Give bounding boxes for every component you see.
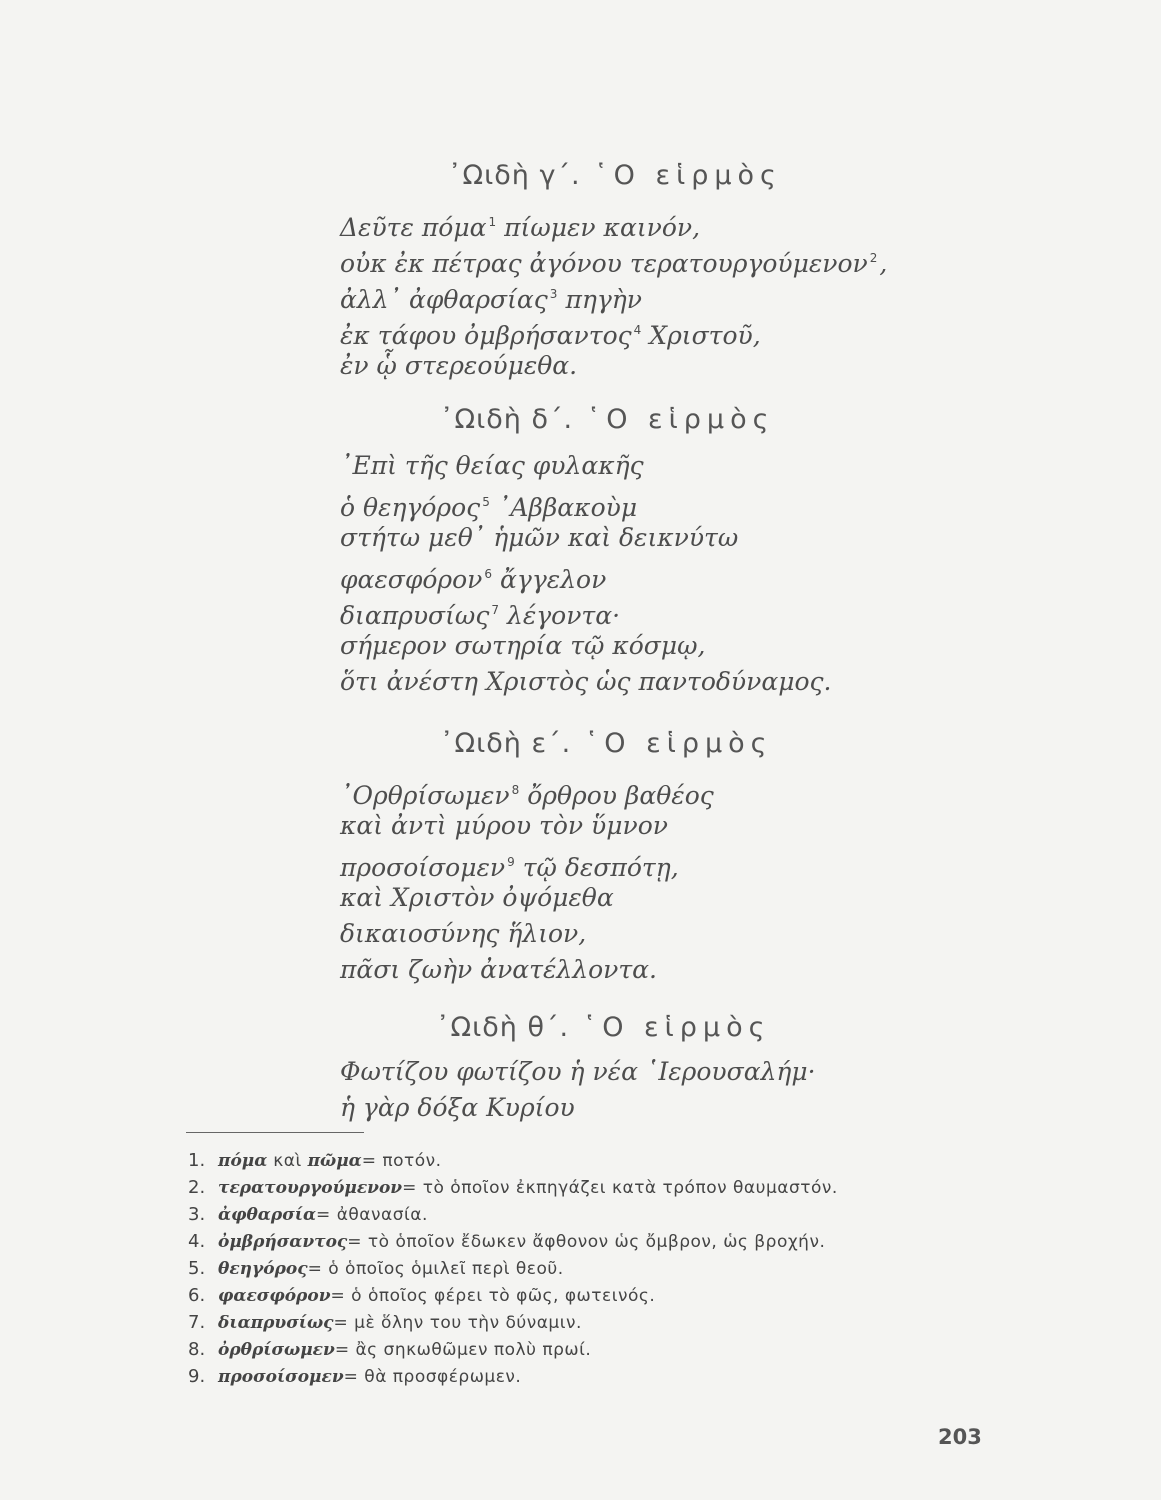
- page-number: 203: [938, 1425, 982, 1449]
- verse-line: ἡ γὰρ δόξα Κυρίου: [340, 1093, 575, 1122]
- footnote-item: 4. ὀμβρήσαντος= τὸ ὁποῖον ἔδωκεν ἄφθονον ὡς ὄμβρον, ὡς βροχήν.: [188, 1231, 826, 1252]
- footnote-ref: 6: [484, 567, 493, 581]
- verse-line: καὶ ἀντὶ μύρου τὸν ὕμνον: [340, 811, 668, 840]
- ode-title: ῾Ο εἱρμὸς: [582, 1012, 771, 1043]
- verse-line: καὶ Χριστὸν ὀψόμεθα: [340, 883, 614, 912]
- hymn-verse: [340, 772, 714, 988]
- ode-heading: [440, 728, 773, 759]
- ode-title: ῾Ο εἱρμὸς: [586, 404, 775, 435]
- footnote-item: 8. ὀρθρίσωμεν= ἂς σηκωθῶμεν πολὺ πρωί.: [188, 1339, 592, 1360]
- verse-line: ἐν ᾧ στερεούμεθα.: [340, 351, 578, 380]
- verse-line: ὁ θεηγόρος $^5$ ᾿Αββακοὺμ: [340, 493, 638, 522]
- footnote-ref: 7: [491, 603, 499, 617]
- verse-line: ᾿Ορθρίσωμεν $^8$ ὄρθρου βαθέος: [340, 781, 714, 810]
- footnote-item: 2. τερατουργούμενον= τὸ ὁποῖον ἐκπηγάζει κατὰ τρόπον θαυμαστόν.: [188, 1177, 838, 1198]
- hymn-verse: [340, 448, 831, 700]
- verse-line: προσοίσομεν $^9$ τῷ δεσπότῃ,: [340, 853, 679, 882]
- verse-line: σήμερον σωτηρία τῷ κόσμῳ,: [340, 631, 706, 660]
- hymn-verse: [340, 204, 887, 384]
- footnote-item: 6. φαεσφόρον= ὁ ὁποῖος φέρει τὸ φῶς, φωτεινός.: [188, 1285, 656, 1306]
- hymn-verse: [340, 1054, 816, 1126]
- footnote-item: 3. ἀφθαρσία= ἀθανασία.: [188, 1204, 428, 1225]
- footnote-ref: 4: [633, 323, 642, 337]
- ode-heading: [436, 1012, 770, 1043]
- verse-line: πᾶσι ζωὴν ἀνατέλλοντα.: [340, 955, 657, 984]
- verse-line: Φωτίζου φωτίζου ἡ νέα ῾Ιερουσαλήμ·: [340, 1057, 816, 1086]
- verse-line: οὐκ ἐκ πέτρας ἀγόνου τερατουργούμενον $^2$,: [340, 249, 888, 278]
- ode-title: ῾Ο εἱρμὸς: [584, 728, 773, 759]
- verse-line: ὅτι ἀνέστη Χριστὸς ὡς παντοδύναμος.: [340, 667, 832, 696]
- verse-line: ἀλλ᾽ ἀφθαρσίας $^3$ πηγὴν: [340, 285, 642, 314]
- verse-line: ἐκ τάφου ὀμβρήσαντος $^4$ Χριστοῦ,: [340, 321, 761, 350]
- footnote-item: 9. προσοίσομεν= θὰ προσφέρωμεν.: [188, 1366, 522, 1387]
- footnotes-list: [188, 1147, 838, 1390]
- ode-label: ᾿Ωιδὴ γ΄.: [448, 160, 581, 191]
- footnote-divider: [186, 1132, 364, 1133]
- footnote-ref: 8: [511, 783, 520, 797]
- ode-label: ᾿Ωιδὴ ε΄.: [440, 728, 572, 759]
- footnote-item: 5. θεηγόρος= ὁ ὁποῖος ὁμιλεῖ περὶ θεοῦ.: [188, 1258, 564, 1279]
- footnote-ref: 1: [488, 215, 497, 229]
- footnote-ref: 5: [482, 495, 490, 509]
- verse-line: ᾿Επὶ τῆς θείας φυλακῆς: [340, 451, 644, 480]
- ode-heading: [448, 160, 782, 191]
- footnote-item: 1. πόμα καὶ πῶμα= ποτόν.: [188, 1150, 442, 1171]
- verse-line: φαεσφόρον $^6$ ἄγγελον: [340, 565, 607, 594]
- verse-line: στήτω μεθ᾽ ἡμῶν καὶ δεικνύτω: [340, 523, 739, 552]
- footnote-item: 7. διαπρυσίως= μὲ ὅλην του τὴν δύναμιν.: [188, 1312, 582, 1333]
- ode-title: ῾Ο εἱρμὸς: [594, 160, 782, 191]
- footnote-ref: 3: [549, 287, 558, 301]
- footnote-ref: 9: [507, 855, 515, 869]
- footnote-ref: 2: [869, 251, 878, 265]
- ode-label: ᾿Ωιδὴ θ΄.: [436, 1012, 570, 1043]
- verse-line: δικαιοσύνης ἥλιον,: [340, 919, 587, 948]
- verse-line: διαπρυσίως $^7$ λέγοντα·: [340, 601, 621, 630]
- ode-label: ᾿Ωιδὴ δ΄.: [440, 404, 574, 435]
- verse-line: Δεῦτε πόμα $^1$ πίωμεν καινόν,: [340, 213, 701, 242]
- ode-heading: [440, 404, 774, 435]
